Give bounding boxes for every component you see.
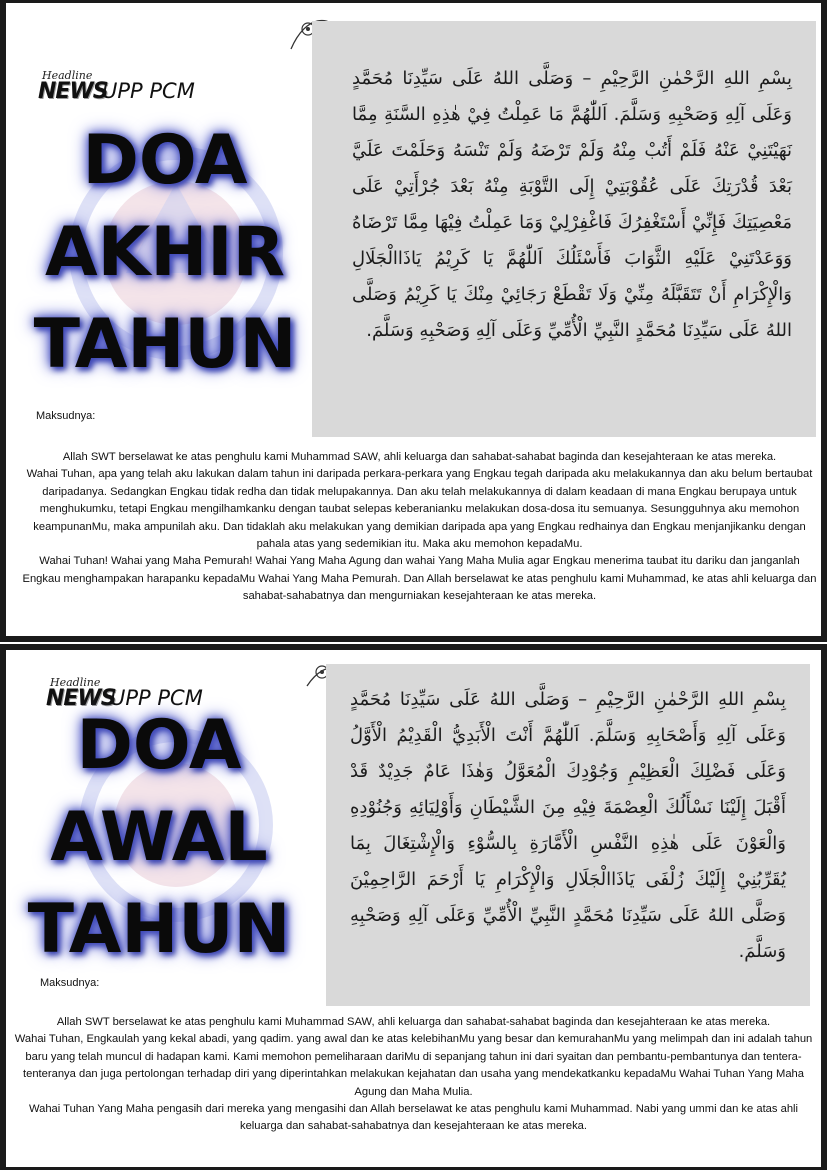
title-line: AWAL	[50, 798, 268, 877]
translation-paragraph: Wahai Tuhan, apa yang telah aku lakukan dalam tahun ini daripada perkara-perkara yang Engkau tegah daripada aku melakukannya dan aku belum bertaubat daripadanya. Sedangkan Engkau tidak redha dan tidak melupakannya. Dan aku telah melakukannya di dalam keadaan di mana Engkau berupaya untuk menghukumku, tetapi Engkau mengilhamkanku dengan taubat selepas keberanianku melakukan dosa-dosa itu semuanya. Sesungguhnya aku memohon keampunanMu, maka ampunilah aku. Dan tidaklah aku melakukan yang demikian daripada apa yang Engkau redhainya dan Engkau menjanjikanku dengan pahala atas yang sedemikian itu. Maka aku memohon kepadaMu.	[26, 468, 813, 551]
title-line: DOA	[82, 121, 248, 200]
title-line: DOA	[76, 706, 242, 785]
translation-paragraph: Allah SWT berselawat ke atas penghulu kami Muhammad SAW, ahli keluarga dan sahabat-sahabat baginda dan kesejahteraan ke atas mereka.	[56, 1016, 771, 1028]
translation-text	[20, 449, 819, 606]
translation-paragraph: Wahai Tuhan! Wahai yang Maha Pemurah! Wahai Yang Maha Agung dan wahai Yang Maha Mulia agar Engkau menerima taubat itu dariku dan janganlah Engkau menghampakan harapanku kepadaMu Wahai Yang Maha Pemurah. Dan Allah berselawat ke atas penghulu kami Muhammad, ke atas ahli keluarga dan sahabat-sahabatnya dan mengurniakan kesejahteraan ke atas mereka.	[22, 555, 817, 603]
translation-paragraph: Allah SWT berselawat ke atas penghulu kami Muhammad SAW, ahli keluarga dan sahabat-sahabat baginda dan kesejahteraan ke atas mereka.	[62, 451, 777, 463]
arabic-prayer-text: بِسْمِ اللهِ الرَّحْمٰنِ الرَّحِيْمِ – وَصَلَّى اللهُ عَلَى سَيِّدِنَا مُحَمَّدٍ وَعَلَى آلِهِ وَأَصْحَابِهِ وَسَلَّمَ. اَللّٰهُمَّ أَنْتَ الْأَبَدِيُّ الْقَدِيْمُ الْأَوَّلُ وَعَلَى فَضْلِكَ الْعَظِيْمِ وَجُوْدِكَ الْمُعَوَّلُ وَهٰذَا عَامٌ جَدِيْدٌ قَدْ أَقْبَلَ إِلَيْنَا نَسْأَلُكَ الْعِصْمَةَ فِيْهِ مِنَ الشَّيْطَانِ وَأَوْلِيَائِهِ وَجُنُوْدِهِ وَالْعَوْنَ عَلَى هٰذِهِ النَّفْسِ الْأَمَّارَةِ بِالسُّوْءِ وَالْإِشْتِغَالَ بِمَا يُقَرِّبُنِيْ إِلَيْكَ زُلْفَى يَاذَاالْجَلَالِ وَالْإِكْرَامِ يَا أَرْحَمَ الرَّاحِمِيْنَ وَصَلَّى اللهُ عَلَى سَيِّدِنَا مُحَمَّدٍ النَّبِيِّ الْأُمِّيِّ وَعَلَى آلِهِ وَصَحْبِهِ وَسَلَّمَ.	[326, 664, 810, 1006]
masthead-org: UPP PCM	[102, 79, 195, 103]
arabic-prayer-text: بِسْمِ اللهِ الرَّحْمٰنِ الرَّحِيْمِ – وَصَلَّى اللهُ عَلَى سَيِّدِنَا مُحَمَّدٍ وَعَلَى آلِهِ وَصَحْبِهِ وَسَلَّمَ. اَللّٰهُمَّ مَا عَمِلْتُ فِيْ هٰذِهِ السَّنَةِ مِمَّا نَهَيْتَنِيْ عَنْهُ فَلَمْ أَتُبْ مِنْهُ وَلَمْ تَرْضَهُ وَلَمْ تَنْسَهُ وَحَلَمْتَ عَلَيَّ بَعْدَ قُدْرَتِكَ عَلَى عُقُوْبَتِيْ إِلَى التَّوْبَةِ مِنْهُ بَعْدَ جُرْأَتِيْ عَلَى مَعْصِيَتِكَ فَإِنِّيْ أَسْتَغْفِرُكَ فَاغْفِرْلِيْ وَمَا عَمِلْتُ فِيْهَا مِمَّا تَرْضَاهُ وَوَعَدْتَنِيْ عَلَيْهِ الثَّوَابَ فَأَسْئَلُكَ اَللّٰهُمَّ يَا كَرِيْمُ يَاذَاالْجَلَالِ وَالْإِكْرَامِ أَنْ تَتَقَبَّلَهُ مِنِّيْ وَلَا تَقْطَعْ رَجَائِيْ مِنْكَ يَا كَرِيْمُ وَصَلَّى اللهُ عَلَى سَيِّدِنَا مُحَمَّدٍ النَّبِيِّ الْأُمِّيِّ وَعَلَى آلِهِ وَصَحْبِهِ وَسَلَّمَ.	[312, 21, 816, 437]
page-title-doa-awal-tahun	[14, 700, 304, 976]
translation-text	[14, 1014, 813, 1136]
maksud-label: Maksudnya:	[40, 977, 100, 989]
translation-paragraph: Wahai Tuhan Yang Maha pengasih dari mereka yang mengasihi dan Allah berselawat ke atas penghulu kami Muhammad. Nabi yang ummi dan ke atas ahli keluarga dan sahabat-sahabatnya dan kesejahteraan ke atas mereka.	[28, 1103, 799, 1133]
title-line: TAHUN	[27, 890, 291, 969]
masthead-org: UPP PCM	[110, 686, 203, 710]
masthead	[38, 69, 278, 109]
translation-paragraph: Wahai Tuhan, Engkaulah yang kekal abadi, yang qadim. yang awal dan ke atas kelebihanMu yang besar dan kemurahanMu yang melimpah dan ini adalah tahun baru yang telah muncul di hadapan kami. Kami memohon pemeliharaan dariMu di sepanjang tahun ini dari syaitan dan pembantu-pembantunya dan tentera-tenteranya dan juga pertolongan terhadap diri yang diperintahkan melakukan kejahatan dan usaha yang mendekatkanku kepadaMu Wahai Tuhan Yang Maha Agung dan Maha Mulia.	[14, 1033, 813, 1098]
title-line: TAHUN	[33, 305, 297, 384]
maksud-label: Maksudnya:	[36, 410, 96, 422]
masthead-news-logo: NEWS	[38, 79, 108, 104]
masthead-headline: Headline	[50, 676, 101, 689]
masthead-headline: Headline	[42, 69, 93, 82]
masthead-news-logo: NEWS	[46, 686, 116, 711]
page-title-doa-akhir-tahun	[20, 115, 310, 391]
title-line: AKHIR	[45, 213, 285, 292]
